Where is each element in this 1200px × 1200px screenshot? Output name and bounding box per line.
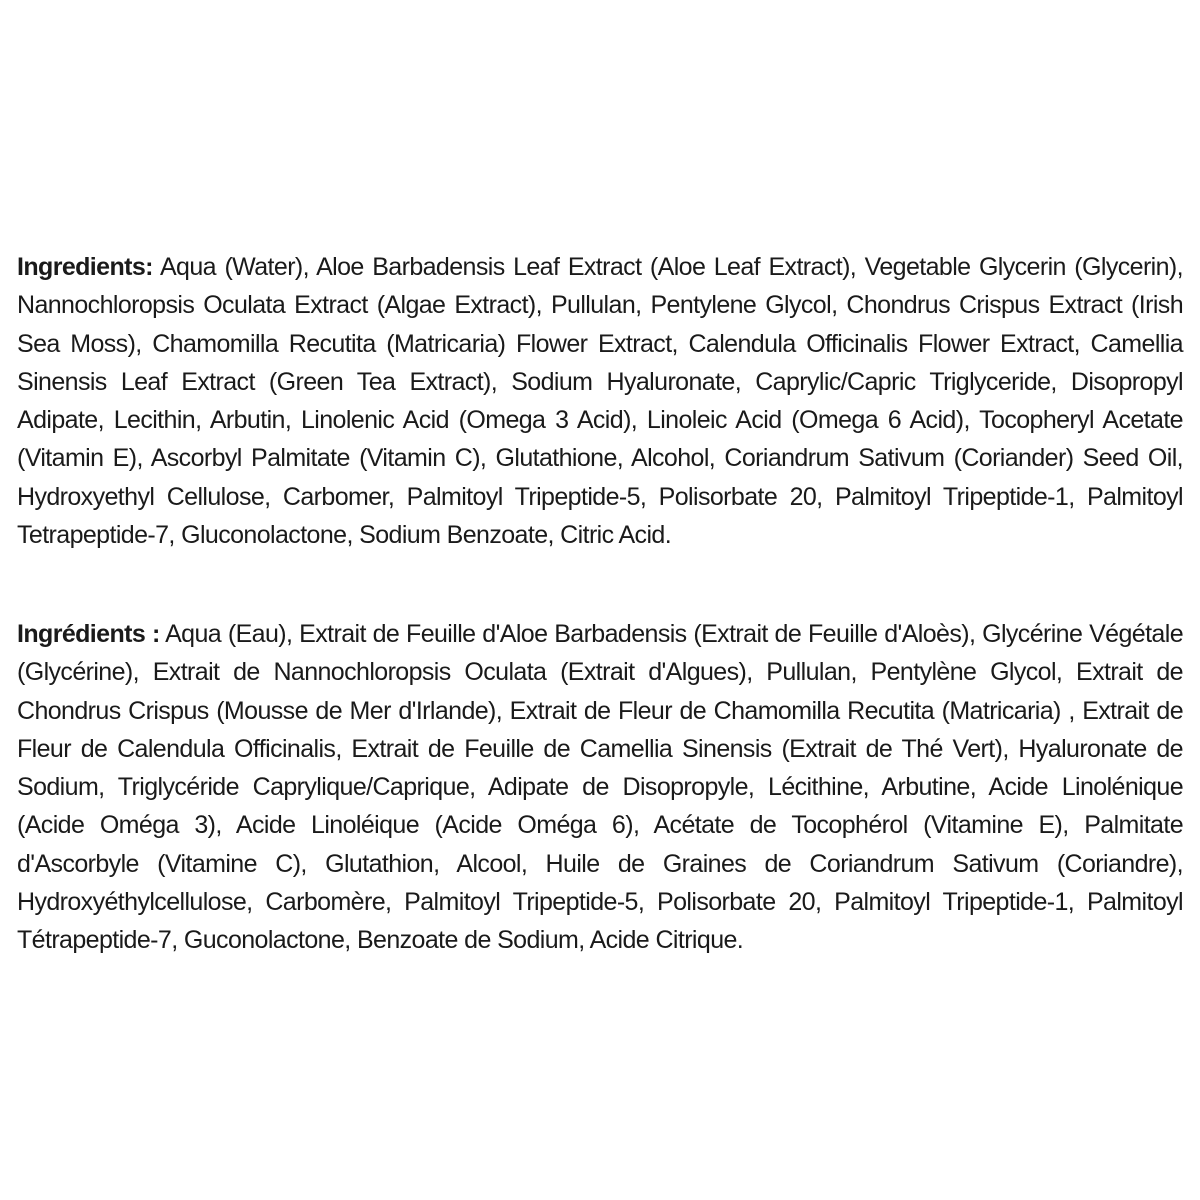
ingredients-english — [17, 248, 1183, 554]
ingredients-french — [17, 615, 1183, 960]
ingredients-text-english: Aqua (Water), Aloe Barbadensis Leaf Extract (Aloe Leaf Extract), Vegetable Glycerin (Glycerin), Nannochloropsis Oculata Extract (Algae Extract), Pullulan, Pentylene Glycol, Chondrus Crispus Extract (Irish Sea Moss), Chamomilla Recutita (Matricaria) Flower Extract, Calendula Officinalis Flower Extract, Camellia Sinensis Leaf Extract (Green Tea Extract), Sodium Hyaluronate, Caprylic/Capric Triglyceride, Disopropyl Adipate, Lecithin, Arbutin, Linolenic Acid (Omega 3 Acid), Linoleic Acid (Omega 6 Acid), Tocopheryl Acetate (Vitamin E), Ascorbyl Palmitate (Vitamin C), Glutathione, Alcohol, Coriandrum Sativum (Coriander) Seed Oil, Hydroxyethyl Cellulose, Carbomer, Palmitoyl Tripeptide-5, Polisorbate 20, Palmitoyl Tripeptide-1, Palmitoyl Tetrapeptide-7, Gluconolactone, Sodium Benzoate, Citric Acid. — [17, 253, 1183, 550]
ingredients-text-french: Aqua (Eau), Extrait de Feuille d'Aloe Barbadensis (Extrait de Feuille d'Aloès), Glycérine Végétale (Glycérine), Extrait de Nannochloropsis Oculata (Extrait d'Algues), Pullulan, Pentylène Glycol, Extrait de Chondrus Crispus (Mousse de Mer d'Irlande), Extrait de Fleur de Chamomilla Recutita (Matricaria) , Extrait de Fleur de Calendula Officinalis, Extrait de Feuille de Camellia Sinensis (Extrait de Thé Vert), Hyaluronate de Sodium, Triglycéride Caprylique/Caprique, Adipate de Disopropyle, Lécithine, Arbutine, Acide Linolénique (Acide Oméga 3), Acide Linoléique (Acide Oméga 6), Acétate de Tocophérol (Vitamine E), Palmitate d'Ascorbyle (Vitamine C), Glutathion, Alcool, Huile de Graines de Coriandrum Sativum (Coriandre), Hydroxyéthylcellulose, Carbomère, Palmitoyl Tripeptide-5, Polisorbate 20, Palmitoyl Tripeptide-1, Palmitoyl Tétrapeptide-7, Guconolactone, Benzoate de Sodium, Acide Citrique. — [17, 620, 1183, 955]
ingredients-heading-english: Ingredients: — [17, 253, 153, 281]
ingredients-heading-french: Ingrédients : — [17, 620, 160, 648]
